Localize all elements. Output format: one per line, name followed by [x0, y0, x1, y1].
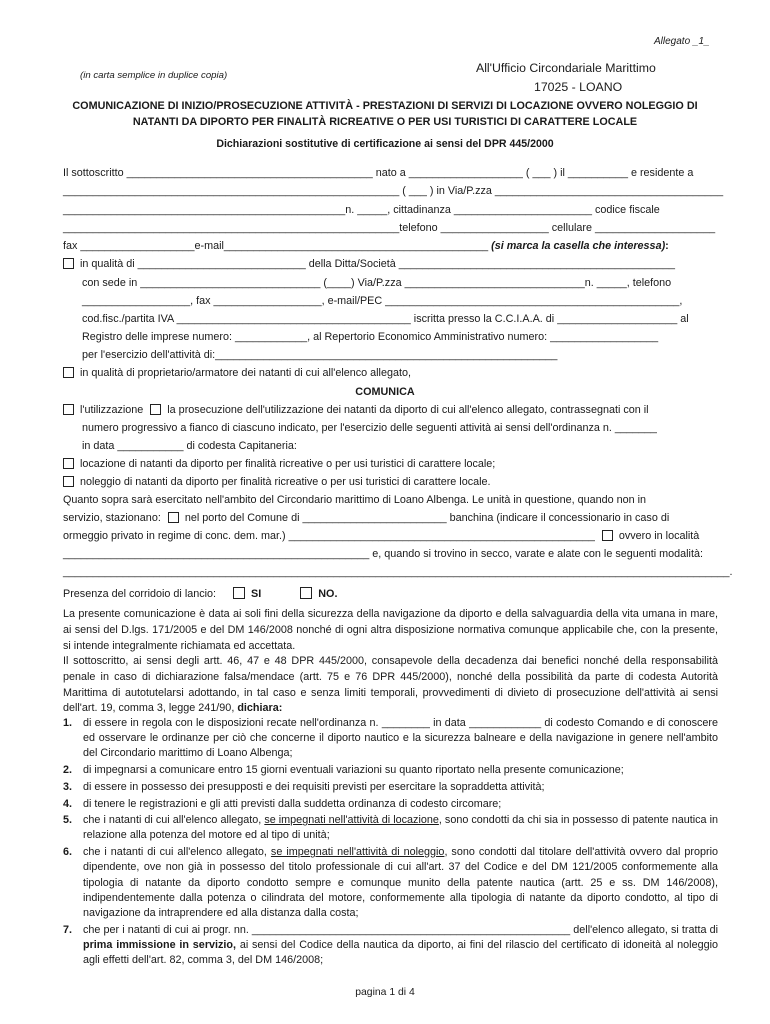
form-line-telefono: ________________________________________________________telefono __________________ cellulare ____________________ — [63, 222, 716, 234]
item-underlined: se impegnati nell'attività di locazione — [264, 814, 439, 827]
comunica-line-circondario: Quanto sopra sarà esercitato nell'ambito del Circondario marittimo di Loano Albenga. Le unità in questione, quando non in — [63, 494, 647, 506]
checkbox-proprietario[interactable] — [63, 367, 74, 378]
declaration-item — [63, 716, 718, 762]
corridoio-label: Presenza del corridoio di lancio: — [63, 588, 217, 600]
paragraph-dichiarazione — [63, 654, 718, 717]
colon: : — [665, 240, 669, 252]
item-number: 1. — [63, 717, 73, 729]
item-text: di impegnarsi a comunicare entro 15 giorni eventuali variazioni su quanto riportato nella presente comunicazione; — [83, 764, 624, 777]
item-text: di tenere le registrazioni e gli atti previsti dalla suddetta ordinanza di codesto circomare; — [83, 797, 502, 810]
locazione-label: locazione di natanti da diporto per finalità ricreative o per usi turistici di carattere locale; — [80, 458, 496, 470]
item-text: che i natanti di cui all'elenco allegato, — [83, 814, 265, 827]
prosecuzione-label: la prosecuzione dell'utilizzazione dei natanti da diporto di cui all'elenco allegato, contrassegnati con il — [167, 404, 649, 416]
document-subtitle: Dichiarazioni sostitutive di certificazione ai sensi del DPR 445/2000 — [216, 138, 554, 150]
form-line-pec: __________________, fax __________________, e-mail/PEC _________________________________________________, — [82, 295, 683, 307]
recipient-city: 17025 - LOANO — [534, 80, 623, 94]
item-number: 7. — [63, 923, 73, 936]
declaration-item — [63, 780, 718, 795]
checkbox-no[interactable] — [300, 587, 312, 599]
form-line-sede: con sede in ______________________________ (____) Via/P.zza ______________________________n. _____, telefono — [82, 277, 672, 289]
noleggio-label: noleggio di natanti da diporto per finalità ricreative o per usi turistici di carattere locale. — [80, 476, 491, 488]
si-label: SI — [251, 588, 262, 600]
corridoio-line — [63, 587, 337, 601]
comunica-line-noleggio — [63, 476, 491, 489]
form-line-residenza: ________________________________________________________ ( ___ ) in Via/P.zza ______________________________________ — [63, 185, 724, 197]
comunica-heading: COMUNICA — [355, 386, 415, 398]
declaration-item — [63, 923, 718, 969]
item-text: che per i natanti di cui ai progr. nn. _____________________________________________________ dell'elenco allegato, si tratta di — [83, 923, 718, 936]
comunica-line-stazionano — [63, 512, 669, 525]
checkbox-utilizzazione[interactable] — [63, 404, 74, 415]
item-number: 3. — [63, 780, 73, 793]
copy-note: (in carta semplice in duplice copia) — [80, 70, 228, 81]
no-label: NO. — [318, 588, 338, 600]
form-line-ditta — [63, 258, 675, 271]
checkbox-qualita-ditta[interactable] — [63, 258, 74, 269]
checkbox-si[interactable] — [233, 587, 245, 599]
form-line-attivita: per l'esercizio dell'attività di:_________________________________________________________ — [82, 349, 558, 361]
checkbox-localita[interactable] — [602, 530, 613, 541]
page-number: pagina 1 di 4 — [355, 987, 415, 998]
allegato-label: Allegato _1_ — [654, 36, 710, 47]
comunica-line-ordinanza: numero progressivo a fianco di ciascuno indicato, per l'esercizio delle seguenti attività ai sensi dell'ordinanza n. _______ — [82, 422, 657, 434]
localita-label: ovvero in località — [618, 530, 700, 542]
checkbox-porto[interactable] — [168, 512, 179, 523]
comunica-line-modalita: ___________________________________________________ e, quando si trovino in secco, varate e alate con le seguenti modalità: — [63, 548, 703, 560]
form-line-email — [63, 240, 669, 253]
form-fax-email: fax ___________________e-mail____________________________________________ — [63, 240, 492, 252]
item-text: che i natanti di cui all'elenco allegato, — [83, 846, 271, 859]
comunica-line-data: in data ___________ di codesta Capitaneria: — [82, 440, 297, 452]
item-text: , sono condotti dal titolare dell'attività ovvero dal proprio dipendente, ove non già in possesso del titolo professionale di cui all'art. 37 del Codice e del DM 121/2005 conformemente alla tipologia di natante da diporto condotto sempre e comunque munito della patente nautica (artt. 25 e ss. DM 146/2008), indipendentemente dalla potenza o cilindrata del motore, conformemente alla tipologia di natante da diporto condotto, al tipo di navigazione da intraprendere ed alla distanza dalla costa; — [83, 846, 718, 919]
item-number: 6. — [63, 846, 73, 859]
declarations-list — [63, 716, 718, 970]
declaration-item — [63, 845, 718, 921]
dichiarazione-text: Il sottoscritto, ai sensi degli artt. 46, 47 e 48 DPR 445/2000, consapevole della decadenza dai benefici nonché della responsabilità penale in caso di dichiarazione falsa/mendace (artt. 75 e 76 DPR 445/2000), nonché della possibilità da parte di codesta Autorità Marittima di autotutelarsi adottando, in tal caso e senza limiti temporali, provvedimenti di divieto di prosecuzione dell'attività ai sensi dell'art. 19, comma 3, legge 241/90, — [63, 655, 718, 715]
item-text: di essere in regola con le disposizioni recate nell'ordinanza n. ________ in data ____________ di codesto Comando e di conoscere ed osservare le ordinanze per ciò che concerne il diporto nautico e la sicurezza balneare e della navigazione in genere nell'ambito del Circondario marittimo di Loano Albenga; — [83, 717, 718, 760]
declaration-item — [63, 763, 718, 778]
item-text: , sono condotti da chi sia in possesso di patente nautica in relazione alla potenza del motore ed al tipo di unità; — [83, 814, 718, 842]
comunica-line-blank: _______________________________________________________________________________________________________________. — [63, 566, 733, 578]
recipient-office: All'Ufficio Circondariale Marittimo — [476, 61, 656, 75]
comunica-line-locazione — [63, 458, 495, 471]
checkbox-noleggio[interactable] — [63, 476, 74, 487]
form-line-cittadinanza: _______________________________________________n. _____, cittadinanza _______________________ codice fiscale — [63, 204, 660, 216]
declaration-item — [63, 797, 718, 812]
declaration-item — [63, 813, 718, 843]
document-title-line2: NATANTI DA DIPORTO PER FINALITÀ RICREATIVE O PER USI TURISTICI DI CARATTERE LOCALE — [132, 116, 638, 128]
form-line-registro: Registro delle imprese numero: ____________, al Repertorio Economico Amministrativo numero: __________________ — [82, 331, 659, 343]
dichiara-label: dichiara: — [237, 702, 283, 715]
paragraph-finalita: La presente comunicazione è data ai soli fini della sicurezza della navigazione da diporto e della salvaguardia della vita umana in mare, ai sensi del D.lgs. 171/2005 e del DM 146/2008 nonché di ogni altra disposizione normativa comunque applicabile che, con la presente, si intende integralmente richiamata ed accettata. — [63, 608, 718, 652]
utilizzazione-label: l'utilizzazione — [80, 404, 144, 416]
checkbox-prosecuzione[interactable] — [150, 404, 161, 415]
comunica-line-ormeggio — [63, 530, 699, 543]
document-title-line1: COMUNICAZIONE DI INIZIO/PROSECUZIONE ATTIVITÀ - PRESTAZIONI DI SERVIZI DI LOCAZIONE OVVERO NOLEGGIO DI — [72, 100, 698, 112]
comunica-line-utilizzazione — [63, 404, 649, 417]
item-number: 4. — [63, 797, 73, 810]
qualita-ditta-label: in qualità di ____________________________ della Ditta/Società ______________________________________________ — [80, 258, 675, 270]
item-number: 5. — [63, 814, 73, 827]
proprietario-label: in qualità di proprietario/armatore dei natanti di cui all'elenco allegato, — [80, 367, 411, 379]
checkbox-locazione[interactable] — [63, 458, 74, 469]
form-line-sottoscritto: Il sottoscritto _________________________________________ nato a ___________________ ( ___ ) il __________ e residente a — [63, 167, 694, 179]
item-text: ai sensi del Codice della nautica da diporto, ai fini del rilascio del certificato di idoneità al noleggio agli effetti dell'art. 82, comma 3, del DM 146/2008; — [83, 938, 718, 967]
item-underlined: se impegnati nell'attività di noleggio — [270, 846, 445, 859]
item-bold: prima immissione in servizio, — [83, 938, 237, 951]
ormeggio-label: ormeggio privato in regime di conc. dem. mar.) ___________________________________________________ — [63, 530, 595, 542]
form-line-proprietario — [63, 367, 411, 380]
checkbox-instruction: (si marca la casella che interessa) — [491, 240, 666, 252]
item-number: 2. — [63, 764, 73, 777]
porto-label: nel porto del Comune di ________________________ banchina (indicare il concessionario in caso di — [184, 512, 670, 524]
stazionano-label: servizio, stazionano: — [63, 512, 161, 524]
item-text: di essere in possesso dei presupposti e dei requisiti previsti per esercitare la sopraddetta attività; — [83, 780, 545, 793]
form-line-partita-iva: cod.fisc./partita IVA _______________________________________ iscritta presso la C.C.I.A.A. di ____________________ al — [82, 313, 689, 325]
